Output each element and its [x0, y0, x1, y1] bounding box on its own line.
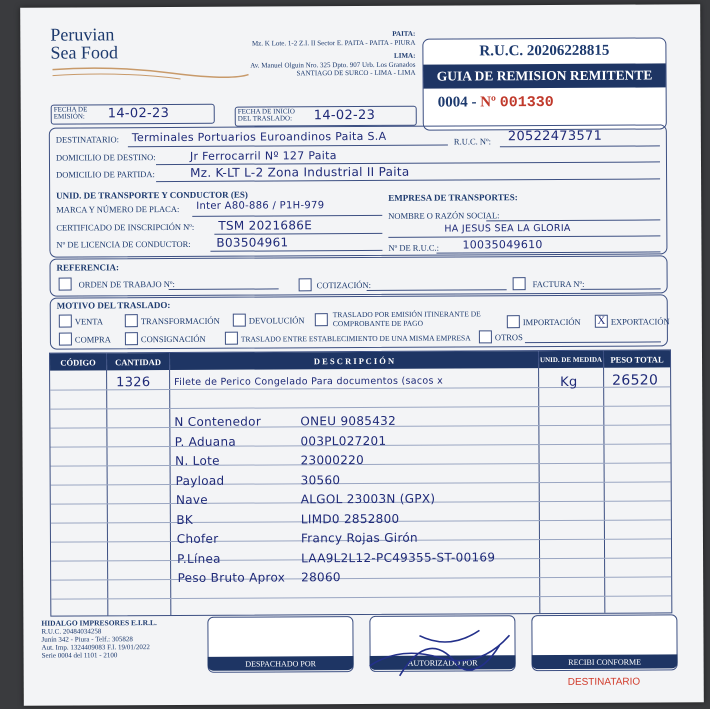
printer-name: HIDALGO IMPRESORES E.I.R.L.: [41, 618, 157, 628]
paita-label: PAITA:: [392, 29, 416, 38]
row1-unidad: Kg: [560, 374, 578, 390]
detail-label: P. Aduana: [174, 434, 237, 449]
exportacion-checkbox[interactable]: X: [595, 315, 608, 328]
document-number: 001330: [499, 93, 554, 112]
detail-value: 23000220: [300, 452, 365, 468]
venta-label: VENTA: [74, 316, 103, 327]
consignacion-checkbox[interactable]: [125, 332, 138, 345]
cotizacion-label: COTIZACIÓN:: [316, 279, 371, 291]
razon-label: NOMBRE O RAZÓN SOCIAL:: [388, 210, 500, 221]
marca-label: MARCA Y NÚMERO DE PLACA:: [56, 203, 180, 215]
header-peso: PESO TOTAL: [604, 350, 670, 367]
otros-checkbox[interactable]: [479, 330, 492, 343]
domicilio-destino-value: Jr Ferrocarril Nº 127 Paita: [189, 149, 337, 163]
paita-address: Mz. K Lote. 1-2 Z.I. II Sector E. PAITA - PAITA - PIURA: [251, 38, 416, 48]
destinatario-value: Terminales Portuarios Euroandinos Paita S.A: [131, 129, 387, 145]
printer-address: Junín 342 - Piura - Telf.: 305828: [41, 635, 133, 644]
certificado-value: TSM 2021686E: [218, 218, 313, 233]
detail-label: Nave: [175, 492, 208, 507]
remission-guide-document: [20, 4, 704, 706]
transporte-heading: UNID. DE TRANSPORTE Y CONDUCTOR (ES): [56, 189, 248, 201]
detail-value: 003PL027201: [300, 433, 387, 448]
detail-label: P.Línea: [177, 551, 221, 566]
fecha-inicio-box: [235, 106, 417, 127]
series-number: 0004 -: [437, 94, 477, 111]
misma-empresa-checkbox[interactable]: [225, 332, 238, 345]
printer-serie: Serie 0004 del 1101 - 2100: [41, 651, 118, 660]
empresa-heading: EMPRESA DE TRANSPORTES:: [388, 192, 518, 203]
factura-checkbox[interactable]: [513, 277, 526, 290]
itinerante-checkbox[interactable]: [315, 313, 328, 326]
detail-value: ONEU 9085432: [300, 413, 397, 429]
row1-descripcion: Filete de Perico Congelado Para documentos (sacos x: [174, 375, 444, 388]
row1-cantidad: 1326: [116, 375, 151, 391]
orden-checkbox[interactable]: [59, 278, 72, 291]
detail-label: Payload: [175, 473, 225, 488]
detail-label: N Contenedor: [174, 414, 262, 429]
lima-address-2: SANTIAGO DE SURCO - LIMA - LIMA: [296, 68, 416, 78]
detail-label: N. Lote: [175, 453, 220, 468]
devolucion-label: DEVOLUCIÓN: [248, 315, 305, 326]
row-divider: [51, 595, 671, 599]
header-unidad: UNID. DE MEDIDA: [539, 351, 603, 368]
orden-label: ORDEN DE TRABAJO Nº:: [78, 278, 175, 290]
ruc-box: [422, 37, 666, 130]
importacion-checkbox[interactable]: [507, 315, 520, 328]
domicilio-partida-value: Mz. K-LT L-2 Zona Industrial II Paita: [190, 164, 410, 180]
detail-value: Francy Rojas Girón: [300, 530, 418, 546]
empresa-ruc-label: Nº DE R.U.C.:: [388, 242, 440, 253]
detail-label: Chofer: [176, 531, 219, 546]
licencia-value: B03504961: [216, 235, 289, 250]
detail-label: Peso Bruto Aprox: [177, 570, 286, 585]
razon-value: HA JESUS SEA LA GLORIA: [444, 222, 571, 235]
motivo-heading: MOTIVO DEL TRASLADO:: [56, 300, 171, 311]
header-cantidad: CANTIDAD: [107, 353, 169, 370]
header-descripcion: D E S C R I P C I Ó N: [170, 351, 538, 370]
detail-value: 28060: [301, 570, 341, 585]
lima-address-1: Av. Manuel Olguin Nro. 325 Dpto. 907 Urb. Los Granados: [250, 60, 416, 70]
referencia-block: [49, 255, 667, 296]
lima-label: LIMA:: [394, 51, 416, 60]
marca-value: Inter A80-886 / P1H-979: [196, 200, 325, 212]
despachado-label: DESPACHADO POR: [208, 656, 354, 671]
domicilio-destino-label: DOMICILIO DE DESTINO:: [55, 152, 156, 163]
otros-label: OTROS: [494, 332, 523, 343]
printer-info: [41, 619, 157, 660]
itinerante-label-2: COMPROBANTE DE PAGO: [332, 318, 424, 329]
detail-value: ALGOL 23003N (GPX): [300, 491, 436, 507]
signature-scribble-icon: [359, 605, 529, 686]
row-divider: [50, 405, 670, 409]
ruc-number: R.U.C. 20206228815: [479, 42, 610, 60]
destinatario-label: DESTINATARIO:: [55, 134, 119, 145]
referencia-heading: REFERENCIA:: [56, 262, 120, 273]
document-type: GUIA DE REMISION REMITENTE: [423, 63, 665, 88]
fecha-inicio-value: 14-02-23: [313, 107, 376, 124]
detail-value: LIMD0 2852800: [300, 511, 400, 526]
recibi-label: RECIBI CONFORME: [532, 654, 678, 669]
printer-aut: Aut. Imp. 1324409083 F.I. 19/01/2022: [41, 643, 150, 652]
printer-ruc: R.U.C. 20484034258: [41, 627, 102, 636]
fecha-inicio-label: FECHA DE INICIO DEL TRASLADO:: [237, 107, 295, 123]
transformacion-checkbox[interactable]: [125, 314, 138, 327]
venta-checkbox[interactable]: [59, 315, 72, 328]
itinerante-label-1: TRASLADO POR EMISIÓN ITINERANTE DE: [332, 309, 481, 320]
fecha-emision-label: FECHA DE EMISIÓN:: [53, 105, 88, 121]
cotizacion-checkbox[interactable]: [299, 278, 312, 291]
row1-peso: 26520: [612, 372, 659, 389]
transformacion-label: TRANSFORMACIÓN: [140, 315, 220, 327]
misma-empresa-label: TRASLADO ENTRE ESTABLECIMIENTO DE UNA MISMA EMPRESA: [240, 333, 471, 344]
detail-value: LAA9L2L12-PC49355-ST-00169: [301, 549, 496, 565]
row-divider: [51, 576, 671, 580]
number-prefix: Nº: [480, 94, 497, 111]
items-table: [49, 349, 672, 616]
exportacion-label: EXPORTACIÓN: [610, 316, 670, 327]
compra-label: COMPRA: [74, 334, 111, 345]
fecha-emision-value: 14-02-23: [107, 106, 170, 122]
ruc-label: R.U.C. Nº:: [453, 136, 492, 147]
detail-value: 30560: [300, 472, 341, 487]
domicilio-partida-label: DOMICILIO DE PARTIDA:: [56, 169, 155, 180]
consignacion-label: CONSIGNACIÓN: [140, 333, 206, 345]
empresa-ruc-value: 10035049610: [462, 238, 543, 252]
destinatario-block: [49, 124, 668, 257]
autorizado-label: AUTORIZADO POR: [370, 655, 516, 670]
detail-label: BK: [176, 512, 194, 527]
certificado-label: CERTIFICADO DE INSCRIPCIÓN Nº:: [56, 221, 195, 233]
row-divider: [51, 481, 671, 485]
company-name-line2: Sea Food: [50, 42, 118, 63]
copy-label: DESTINATARIO: [567, 676, 641, 688]
factura-label: FACTURA Nº:: [532, 278, 585, 290]
motivo-block: [50, 294, 668, 349]
header-codigo: CÓDIGO: [50, 353, 106, 370]
devolucion-checkbox[interactable]: [233, 314, 246, 327]
destinatario-ruc-value: 20522473571: [507, 128, 603, 145]
importacion-label: IMPORTACIÓN: [522, 316, 581, 328]
company-name-line1: Peruvian: [50, 24, 115, 45]
licencia-label: Nº DE LICENCIA DE CONDUCTOR:: [56, 238, 191, 250]
fecha-emision-box: [51, 104, 215, 125]
compra-checkbox[interactable]: [59, 333, 72, 346]
